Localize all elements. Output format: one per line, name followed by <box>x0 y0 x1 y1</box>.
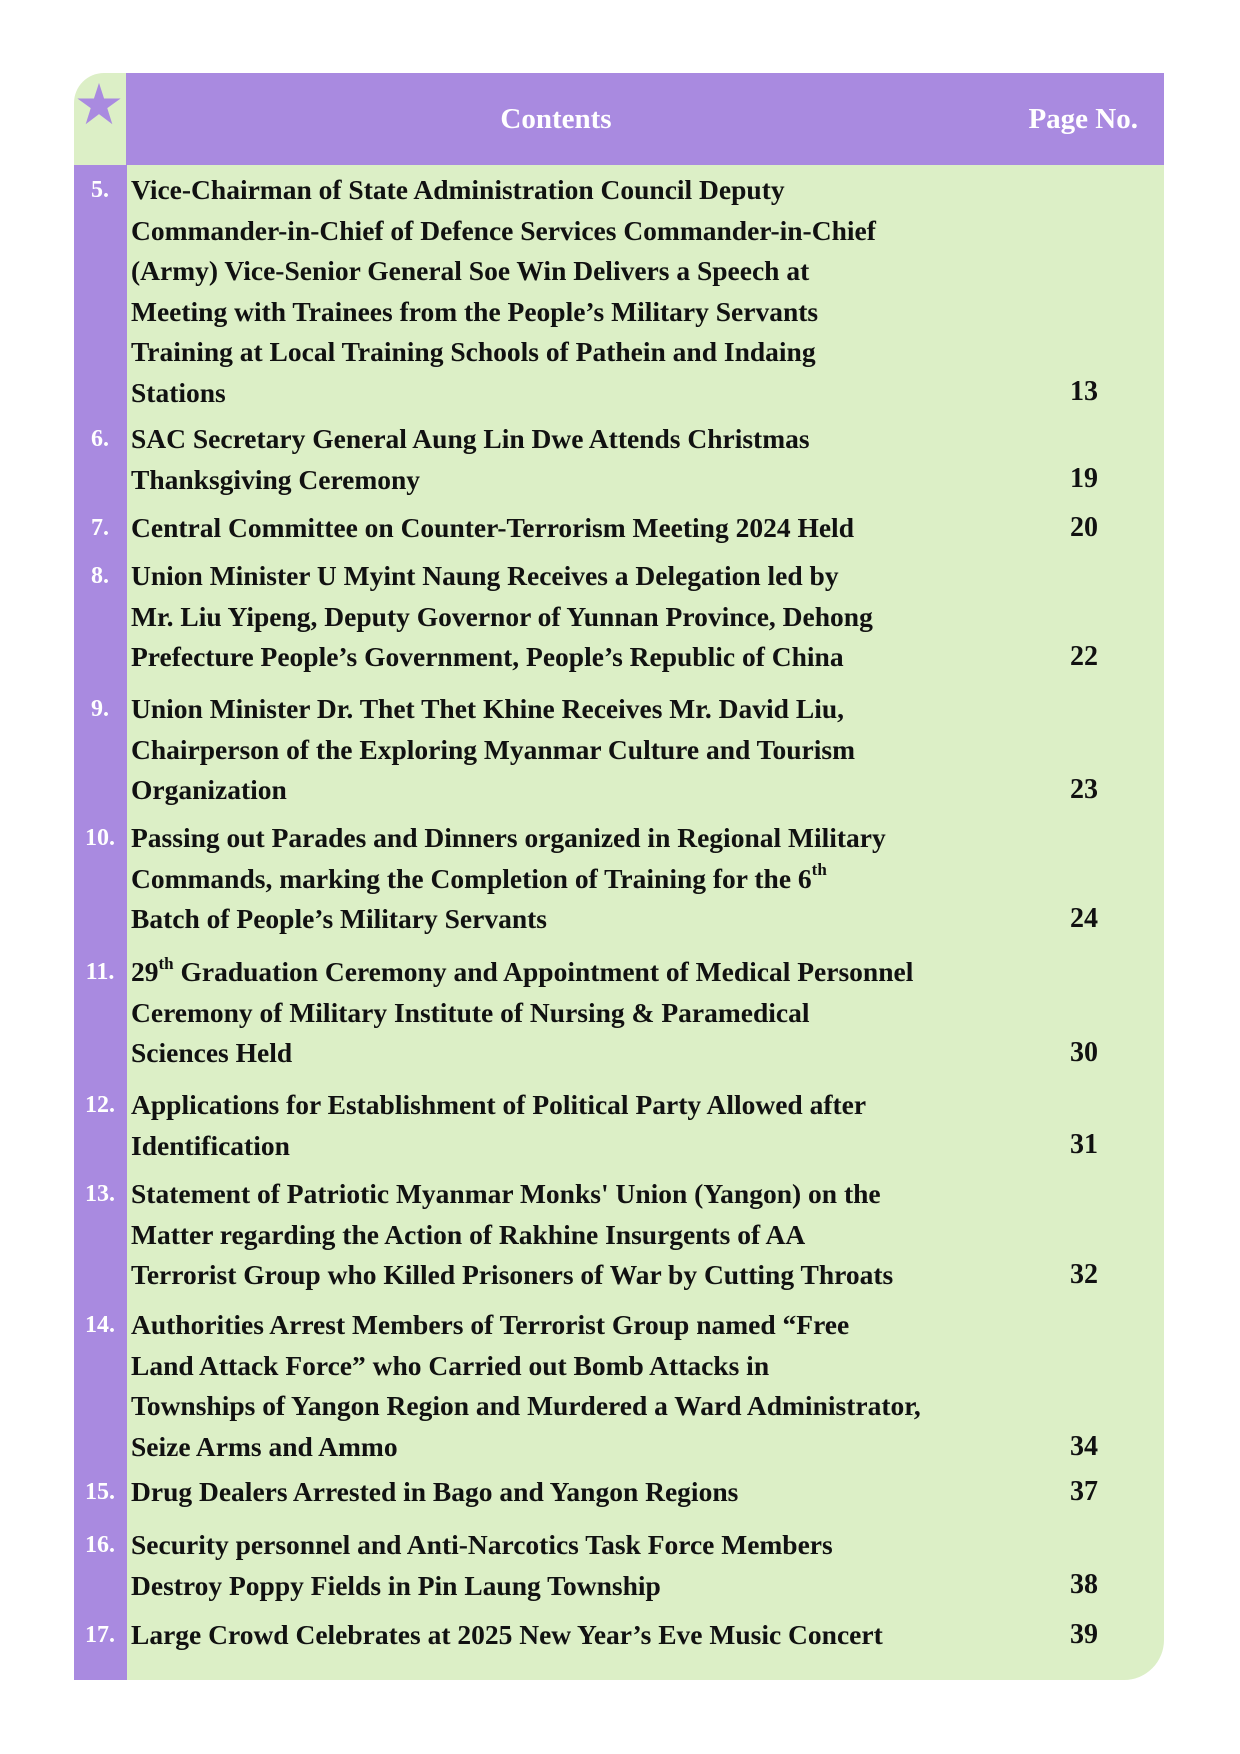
entry-page-number: 20 <box>1070 512 1098 543</box>
entry-title: Vice-Chairman of State Administration Council Deputy Commander-in-Chief of Defence Services Commander-in-Chief (Army) Vice-Senior General Soe Win Delivers a Speech at Meeting with Trainees from the People’s Military Servants Training at Local Training Schools of Pathein and Indaing Stations <box>131 174 876 408</box>
entry-number: 12. <box>85 1092 115 1118</box>
page-no-heading: Page No. <box>1028 103 1138 135</box>
entry-number: 10. <box>85 825 115 851</box>
entry-page-number: 19 <box>1070 463 1098 494</box>
entry-title: Statement of Patriotic Myanmar Monks' Union (Yangon) on the Matter regarding the Action of Rakhine Insurgents of AA Terrorist Group who Killed Prisoners of War by Cutting Throats <box>131 1178 894 1290</box>
entry-title: Passing out Parades and Dinners organized in Regional Military Commands, marking the Completion of Training for the 6th Batch of People’s Military Servants <box>131 822 886 934</box>
entry-number: 7. <box>91 515 109 541</box>
entry-number: 9. <box>91 696 109 722</box>
entry-number: 16. <box>85 1532 115 1558</box>
entry-title: Drug Dealers Arrested in Bago and Yangon Regions <box>131 1476 739 1507</box>
entry-number: 15. <box>85 1479 115 1505</box>
entry-title: Union Minister U Myint Naung Receives a Delegation led by Mr. Liu Yipeng, Deputy Governor of Yunnan Province, Dehong Prefecture People’s Government, People’s Republic of China <box>131 560 873 672</box>
entry-page-number: 38 <box>1070 1569 1098 1600</box>
entry-page-number: 13 <box>1070 376 1098 407</box>
entry-title: Security personnel and Anti-Narcotics Task Force Members Destroy Poppy Fields in Pin Laung Township <box>131 1529 833 1601</box>
entry-page-number: 30 <box>1070 1037 1098 1068</box>
entry-title: Applications for Establishment of Political Party Allowed after Identification <box>131 1089 867 1161</box>
entry-title: Central Committee on Counter-Terrorism Meeting 2024 Held <box>131 512 854 543</box>
entry-page-number: 34 <box>1070 1431 1098 1462</box>
entry-number: 13. <box>85 1181 115 1207</box>
number-column <box>74 165 127 1680</box>
entry-page-number: 32 <box>1070 1259 1098 1290</box>
entry-page-number: 24 <box>1070 903 1098 934</box>
entry-title: 29th Graduation Ceremony and Appointment of Medical Personnel Ceremony of Military Institute of Nursing & Paramedical Sciences Held <box>131 953 914 1068</box>
entry-page-number: 23 <box>1070 774 1098 805</box>
entry-page-number: 31 <box>1070 1129 1098 1160</box>
contents-heading: Contents <box>500 103 612 135</box>
entry-number: 17. <box>85 1622 115 1648</box>
entry-page-number: 39 <box>1070 1619 1098 1650</box>
entry-number: 8. <box>91 563 109 589</box>
entry-number: 11. <box>85 959 115 985</box>
entry-number: 6. <box>91 426 109 452</box>
entry-page-number: 22 <box>1070 641 1098 672</box>
entry-title: SAC Secretary General Aung Lin Dwe Attends Christmas Thanksgiving Ceremony <box>131 423 810 495</box>
toc-panel <box>74 73 1164 1680</box>
entry-title: Union Minister Dr. Thet Thet Khine Receives Mr. David Liu, Chairperson of the Exploring Myanmar Culture and Tourism Organization <box>131 693 855 805</box>
entry-number: 5. <box>91 177 109 203</box>
entry-title: Large Crowd Celebrates at 2025 New Year’s Eve Music Concert <box>131 1619 883 1650</box>
entry-number: 14. <box>85 1312 115 1338</box>
star-icon <box>76 81 122 127</box>
entry-title: Authorities Arrest Members of Terrorist Group named “Free Land Attack Force” who Carried out Bomb Attacks in Townships of Yangon Region and Murdered a Ward Administrator, Seize Arms and Ammo <box>131 1309 921 1462</box>
entry-page-number: 37 <box>1070 1476 1098 1507</box>
